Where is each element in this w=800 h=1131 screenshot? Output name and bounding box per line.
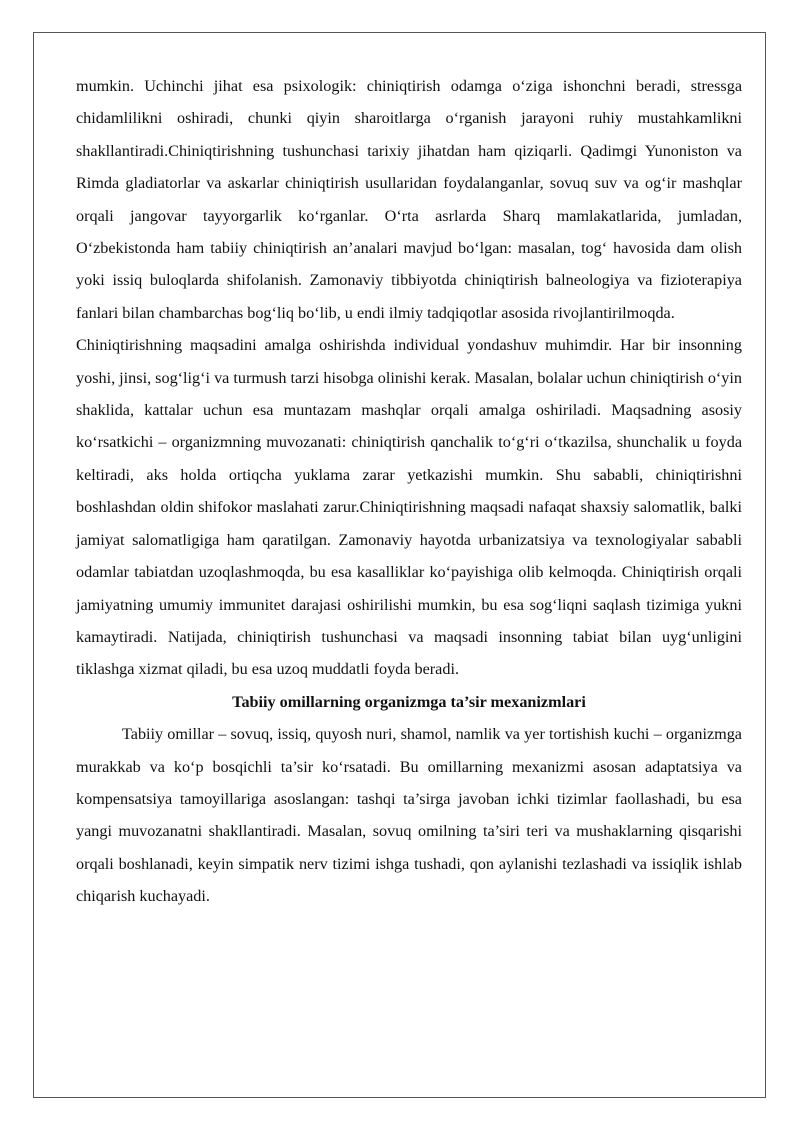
section-heading: Tabiiy omillarning organizmga ta’sir mexanizmlari	[232, 692, 586, 711]
paragraph-purpose: Chiniqtirishning maqsadini amalga oshirishda individual yondashuv muhimdir. Har bir insonning yoshi, jinsi, sog‘lig‘i va turmush tarzi hisobga olinishi kerak. Masalan, bolalar uchun chiniqtirish o‘yin shaklida, kattalar uchun esa muntazam mashqlar orqali amalga oshiriladi. Maqsadning asosiy ko‘rsatkichi – organizmning muvozanati: chiniqtirish qanchalik to‘g‘ri o‘tkazilsa, shunchalik u foyda keltiradi, aks holda ortiqcha yuklama zarar yetkazishi mumkin. Shu sababli, chiniqtirishni boshlashdan oldin shifokor maslahati zarur.Chiniqtirishning maqsadi nafaqat shaxsiy salomatlik, balki jamiyat salomatligiga ham qaratilgan. Zamonaviy hayotda urbanizatsiya va texnologiyalar sababli odamlar tabiatdan uzoqlashmoqda, bu esa kasalliklar ko‘payishiga olib kelmoqda. Chiniqtirish orqali jamiyatning umumiy immunitet darajasi oshirilishi mumkin, bu esa sog‘liqni saqlash tizimiga yukni kamaytiradi. Natijada, chiniqtirish tushunchasi va maqsadi insonning tabiat bilan uyg‘unligini tiklashga xizmat qiladi, bu esa uzoq muddatli foyda beradi.	[76, 336, 742, 679]
paragraph-mechanisms: Tabiiy omillar – sovuq, issiq, quyosh nuri, shamol, namlik va yer tortishish kuchi – organizmga murakkab va ko‘p bosqichli ta’sir ko‘rsatadi. Bu omillarning mexanizmi asosan adaptatsiya va kompensatsiya tamoyillariga asoslangan: tashqi ta’sirga javoban ichki tizimlar faollashadi, bu esa yangi muvozanatni shakllantiradi. Masalan, sovuq omilning ta’siri teri va mushaklarning qisqarishi orqali boshlanadi, keyin simpatik nerv tizimi ishga tushadi, qon aylanishi tezlashadi va issiqlik ishlab chiqarish kuchayadi.	[76, 725, 742, 906]
paragraph-history: mumkin. Uchinchi jihat esa psixologik: chiniqtirish odamga o‘ziga ishonchni beradi, stressga chidamlilikni oshiradi, chunki qiyin sharoitlarga o‘rganish jarayoni ruhiy mustahkamlikni shakllantiradi.Chiniqtirishning tushunchasi tarixiy jihatdan ham qiziqarli. Qadimgi Yunoniston va Rimda gladiatorlar va askarlar chiniqtirish usullaridan foydalanganlar, sovuq suv va og‘ir mashqlar orqali jangovar tayyorgarlik ko‘rganlar. O‘rta asrlarda Sharq mamlakatlarida, jumladan, O‘zbekistonda ham tabiiy chiniqtirish an’analari mavjud bo‘lgan: masalan, tog‘ havosida dam olish yoki issiq buloqlarda shifolanish. Zamonaviy tibbiyotda chiniqtirish balneologiya va fizioterapiya fanlari bilan chambarchas bog‘liq bo‘lib, u endi ilmiy tadqiqotlar asosida rivojlantirilmoqda.	[76, 77, 742, 322]
document-body	[76, 70, 742, 913]
